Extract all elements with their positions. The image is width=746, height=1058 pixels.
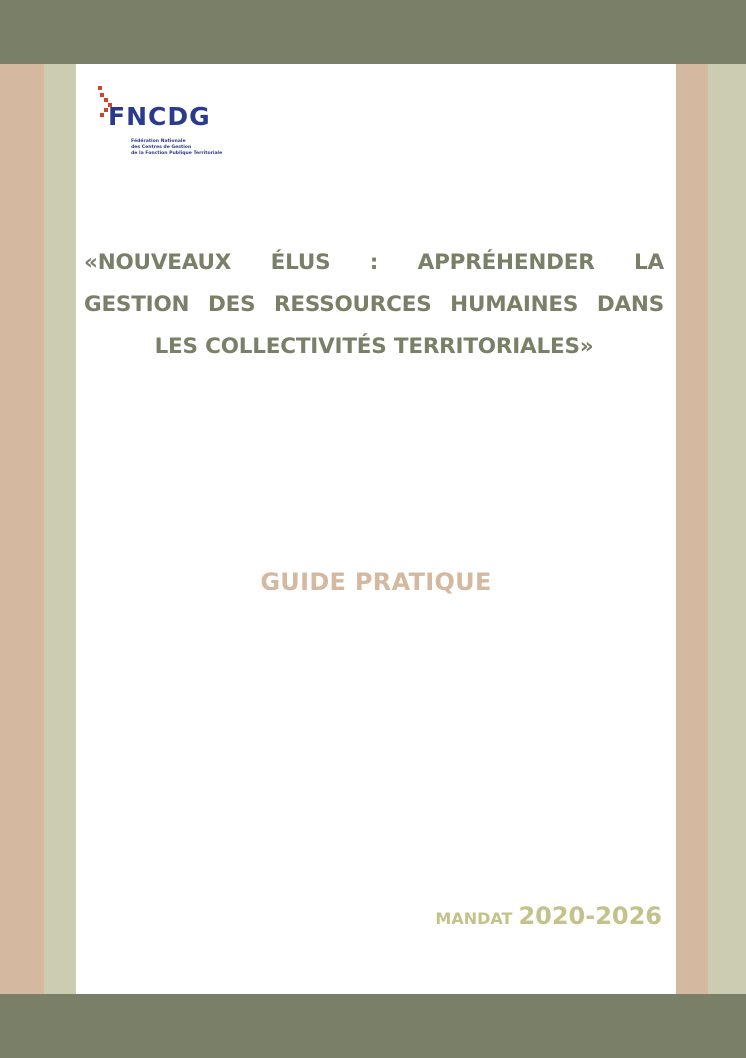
bottom-band — [0, 994, 746, 1058]
logo-wordmark: FNCDG — [108, 102, 211, 131]
top-band — [0, 0, 746, 64]
left-stripe-outer — [0, 64, 44, 994]
cover-page — [76, 64, 676, 994]
mandate-years: 2020-2026 — [518, 902, 662, 930]
document-title — [84, 242, 664, 368]
document-subtitle: GUIDE PRATIQUE — [260, 568, 492, 596]
mandate-label: MANDAT — [435, 909, 513, 928]
title-line-3: LES COLLECTIVITÉS TERRITORIALES» — [154, 334, 594, 359]
fncdg-logo — [96, 84, 246, 164]
right-stripe-inner — [676, 64, 708, 994]
title-line-1: «NOUVEAUX ÉLUS : APPRÉHENDER LA — [84, 250, 664, 275]
right-stripe-outer — [708, 64, 746, 994]
logo-subtitle-line: de la Fonction Publique Territoriale — [131, 151, 223, 156]
logo-subtitle — [131, 139, 241, 157]
left-stripe-inner — [44, 64, 76, 994]
logo-subtitle-line: des Centres de Gestion — [131, 145, 192, 150]
mandate-period — [435, 902, 662, 930]
logo-subtitle-line: Fédération Nationale — [131, 139, 186, 144]
title-line-2: GESTION DES RESSOURCES HUMAINES DANS — [84, 292, 664, 317]
